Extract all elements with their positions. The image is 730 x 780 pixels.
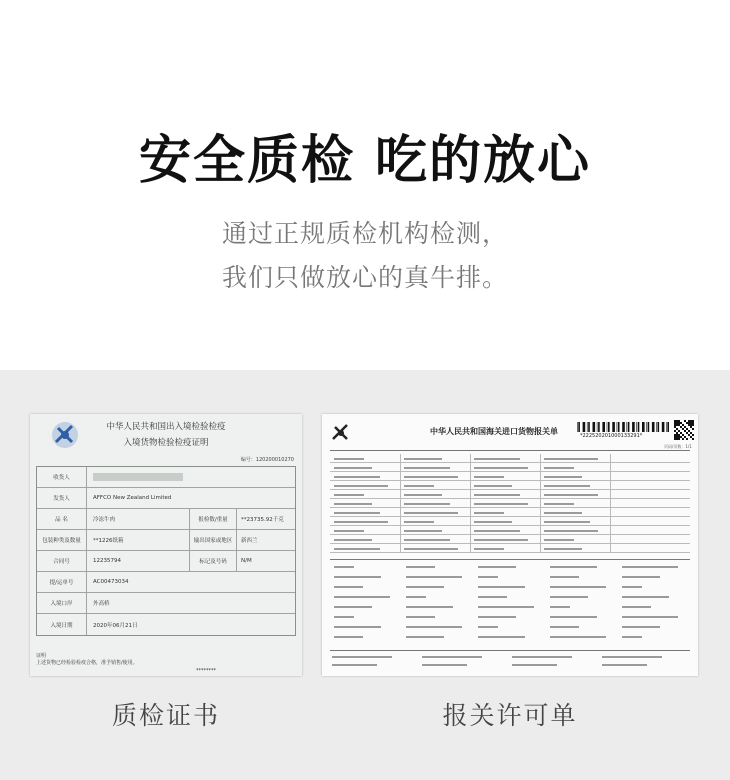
form-cell — [400, 517, 401, 526]
hero-section — [0, 0, 730, 370]
form-cell — [400, 535, 401, 544]
row-label: 合同号 — [37, 551, 87, 571]
form-row — [330, 499, 690, 508]
form-text-line — [404, 503, 450, 505]
inspection-certificate-image — [30, 414, 302, 676]
form-cell — [470, 499, 471, 508]
form-row — [330, 481, 690, 490]
form-text-line — [334, 616, 354, 618]
form-cell — [540, 463, 541, 472]
table-row — [37, 467, 295, 488]
form-text-line — [550, 586, 606, 588]
form-text-line — [404, 539, 450, 541]
form-text-line — [422, 664, 467, 666]
row-label: 收货人 — [37, 467, 87, 487]
form-cell — [470, 517, 471, 526]
form-cell — [610, 499, 611, 508]
row-value: 12235794 — [93, 558, 121, 564]
redacted-block — [93, 473, 183, 481]
form-text-line — [622, 566, 678, 568]
row-label-2: 标记及号码 — [189, 551, 237, 571]
table-row — [37, 572, 295, 593]
form-cell — [610, 463, 611, 472]
form-text-line — [478, 616, 516, 618]
form-text-line — [550, 596, 588, 598]
form-text-line — [404, 458, 442, 460]
form-cell — [470, 508, 471, 517]
form-text-line — [544, 494, 598, 496]
form-text-line — [622, 596, 669, 598]
form-text-line — [478, 636, 525, 638]
form-row — [330, 535, 690, 544]
form-cell — [540, 517, 541, 526]
customs-declaration-image — [322, 414, 698, 676]
certificate-title: 中华人民共和国出入境检验检疫 — [106, 422, 226, 432]
form-cell — [470, 535, 471, 544]
form-row — [330, 454, 690, 463]
form-text-line — [334, 494, 364, 496]
form-text-line — [478, 606, 534, 608]
form-text-line — [404, 476, 458, 478]
form-text-line — [406, 576, 462, 578]
form-text-line — [334, 566, 354, 568]
form-text-line — [334, 576, 381, 578]
form-cell — [610, 535, 611, 544]
form-text-line — [474, 494, 520, 496]
form-row — [330, 517, 690, 526]
customs-form-title: 中华人民共和国海关进口货物报关单 — [430, 427, 558, 436]
form-text-line — [406, 636, 444, 638]
form-row — [330, 463, 690, 472]
form-cell — [400, 526, 401, 535]
form-row — [330, 526, 690, 535]
form-text-line — [404, 530, 442, 532]
form-text-line — [478, 566, 516, 568]
stamp-text: ******** — [196, 668, 216, 674]
form-text-line — [544, 530, 598, 532]
form-cell — [540, 535, 541, 544]
form-cell — [540, 508, 541, 517]
form-text-line — [622, 576, 660, 578]
row-value-2: 新西兰 — [241, 538, 258, 544]
form-cell — [610, 508, 611, 517]
form-cell — [400, 454, 401, 463]
form-text-line — [334, 530, 364, 532]
form-row — [330, 508, 690, 517]
row-label: 包装种类及数量 — [37, 530, 87, 550]
certificate-number — [241, 456, 294, 463]
table-row — [37, 593, 295, 614]
form-cell — [470, 490, 471, 499]
row-label: 提/运单号 — [37, 572, 87, 592]
page-indicator: 页码/页数：1/1 — [664, 444, 692, 449]
form-cell — [610, 481, 611, 490]
form-text-line — [550, 606, 570, 608]
form-cell — [610, 472, 611, 481]
form-text-line — [334, 476, 380, 478]
form-divider — [330, 650, 690, 651]
form-text-line — [404, 494, 442, 496]
form-text-line — [404, 485, 434, 487]
form-text-line — [622, 616, 678, 618]
form-text-line — [544, 485, 590, 487]
form-cell — [470, 526, 471, 535]
row-label: 品 名 — [37, 509, 87, 529]
form-text-line — [550, 616, 597, 618]
form-text-line — [474, 530, 520, 532]
headline: 安全质检 吃的放心 — [138, 131, 592, 191]
form-text-line — [622, 606, 651, 608]
form-text-line — [334, 636, 363, 638]
table-row — [37, 551, 295, 572]
form-text-line — [474, 512, 504, 514]
form-cell — [540, 544, 541, 553]
certificate-table — [36, 466, 296, 636]
certificate-number-value: 120200010270 — [255, 457, 294, 463]
form-text-line — [406, 586, 444, 588]
form-cell — [470, 454, 471, 463]
form-cell — [400, 544, 401, 553]
form-text-line — [544, 512, 582, 514]
row-value: 冷冻牛肉 — [93, 517, 116, 523]
form-text-line — [478, 626, 498, 628]
form-cell — [400, 472, 401, 481]
form-text-line — [474, 458, 520, 460]
row-value-2: N/M — [241, 558, 252, 564]
form-text-line — [334, 586, 363, 588]
table-row — [37, 614, 295, 635]
form-cell — [610, 517, 611, 526]
row-label: 入境日期 — [37, 614, 87, 635]
documents-section — [0, 370, 730, 780]
form-cell — [540, 454, 541, 463]
form-text-line — [478, 596, 507, 598]
form-cell — [610, 526, 611, 535]
form-text-line — [478, 576, 498, 578]
form-text-line — [544, 458, 598, 460]
form-text-line — [544, 521, 590, 523]
form-text-line — [474, 485, 512, 487]
form-text-line — [404, 521, 434, 523]
form-text-line — [334, 485, 388, 487]
form-text-line — [404, 467, 450, 469]
form-text-line — [334, 626, 381, 628]
form-text-line — [512, 664, 557, 666]
form-text-line — [544, 503, 574, 505]
row-value: 2020年06月21日 — [93, 622, 138, 629]
form-cell — [470, 463, 471, 472]
form-text-line — [474, 548, 504, 550]
row-label: 发货人 — [37, 488, 87, 508]
barcode-icon — [577, 422, 669, 432]
form-text-line — [622, 586, 642, 588]
form-cell — [610, 454, 611, 463]
form-text-line — [544, 548, 582, 550]
form-text-line — [544, 467, 574, 469]
form-text-line — [332, 664, 377, 666]
row-value: **1226纸箱 — [93, 538, 124, 544]
form-cell — [470, 481, 471, 490]
barcode-number: *222520201000133291* — [580, 433, 643, 439]
form-text-line — [474, 476, 504, 478]
form-text-line — [334, 503, 372, 505]
subheadline-line-2: 我们只做放心的真牛排。 — [221, 263, 508, 292]
caption-customs-permit: 报关许可单 — [442, 701, 578, 730]
caption-inspection-certificate: 质检证书 — [111, 701, 220, 730]
form-text-line — [334, 512, 380, 514]
form-divider — [330, 450, 690, 451]
form-cell — [610, 490, 611, 499]
form-text-line — [332, 656, 392, 658]
certificate-remark — [36, 652, 296, 674]
customs-emblem-icon — [330, 422, 352, 444]
table-row — [37, 509, 295, 530]
form-cell — [540, 499, 541, 508]
form-text-line — [474, 503, 528, 505]
form-text-line — [550, 566, 597, 568]
form-cell — [470, 544, 471, 553]
form-cell — [540, 472, 541, 481]
row-value: AFFCO New Zealand Limited — [93, 495, 172, 501]
form-cell — [400, 499, 401, 508]
form-row — [330, 490, 690, 499]
remark-text: 上述货物已经检验检疫合格，准予销售/使用。 — [36, 660, 138, 666]
table-row — [37, 530, 295, 551]
certificate-number-label: 编号： — [240, 457, 256, 463]
form-text-line — [334, 548, 380, 550]
form-text-line — [406, 596, 426, 598]
form-text-line — [544, 539, 574, 541]
remark-label: 证明 — [36, 653, 47, 659]
form-text-line — [544, 476, 582, 478]
form-text-line — [474, 521, 512, 523]
row-value — [87, 467, 295, 487]
form-text-line — [334, 596, 390, 598]
form-text-line — [404, 548, 458, 550]
row-label-2: 输出国家或地区 — [189, 530, 237, 550]
row-label: 入境口岸 — [37, 593, 87, 613]
form-divider — [330, 559, 690, 560]
form-cell — [540, 481, 541, 490]
table-row — [37, 488, 295, 509]
form-text-line — [602, 664, 647, 666]
form-cell — [400, 508, 401, 517]
form-cell — [400, 481, 401, 490]
certificate-subtitle: 入境货物检验检疫证明 — [123, 438, 209, 448]
form-text-line — [622, 626, 660, 628]
form-text-line — [478, 586, 525, 588]
form-text-line — [550, 636, 606, 638]
form-text-line — [474, 467, 528, 469]
form-cell — [610, 544, 611, 553]
form-text-line — [550, 626, 579, 628]
form-text-line — [334, 521, 388, 523]
form-text-line — [474, 539, 528, 541]
form-text-line — [422, 656, 482, 658]
row-value: AC00473034 — [93, 579, 129, 585]
form-text-line — [406, 616, 435, 618]
form-row — [330, 544, 690, 553]
form-text-line — [602, 656, 662, 658]
form-text-line — [406, 626, 462, 628]
form-cell — [400, 463, 401, 472]
form-cell — [400, 490, 401, 499]
qr-code-icon — [674, 420, 694, 440]
form-text-line — [622, 636, 642, 638]
subheadline-line-1: 通过正规质检机构检测， — [221, 219, 508, 248]
form-cell — [540, 526, 541, 535]
form-text-line — [334, 606, 372, 608]
row-value: 外高桥 — [93, 601, 110, 607]
form-row — [330, 472, 690, 481]
row-label-2: 报检数/重量 — [189, 509, 237, 529]
row-value-2: **23735.92千克 — [241, 517, 284, 523]
form-text-line — [406, 606, 453, 608]
form-cell — [540, 490, 541, 499]
form-text-line — [512, 656, 572, 658]
form-text-line — [404, 512, 458, 514]
form-text-line — [334, 458, 364, 460]
form-cell — [470, 472, 471, 481]
form-text-line — [334, 539, 372, 541]
form-text-line — [550, 576, 579, 578]
form-text-line — [406, 566, 435, 568]
form-text-line — [334, 467, 372, 469]
